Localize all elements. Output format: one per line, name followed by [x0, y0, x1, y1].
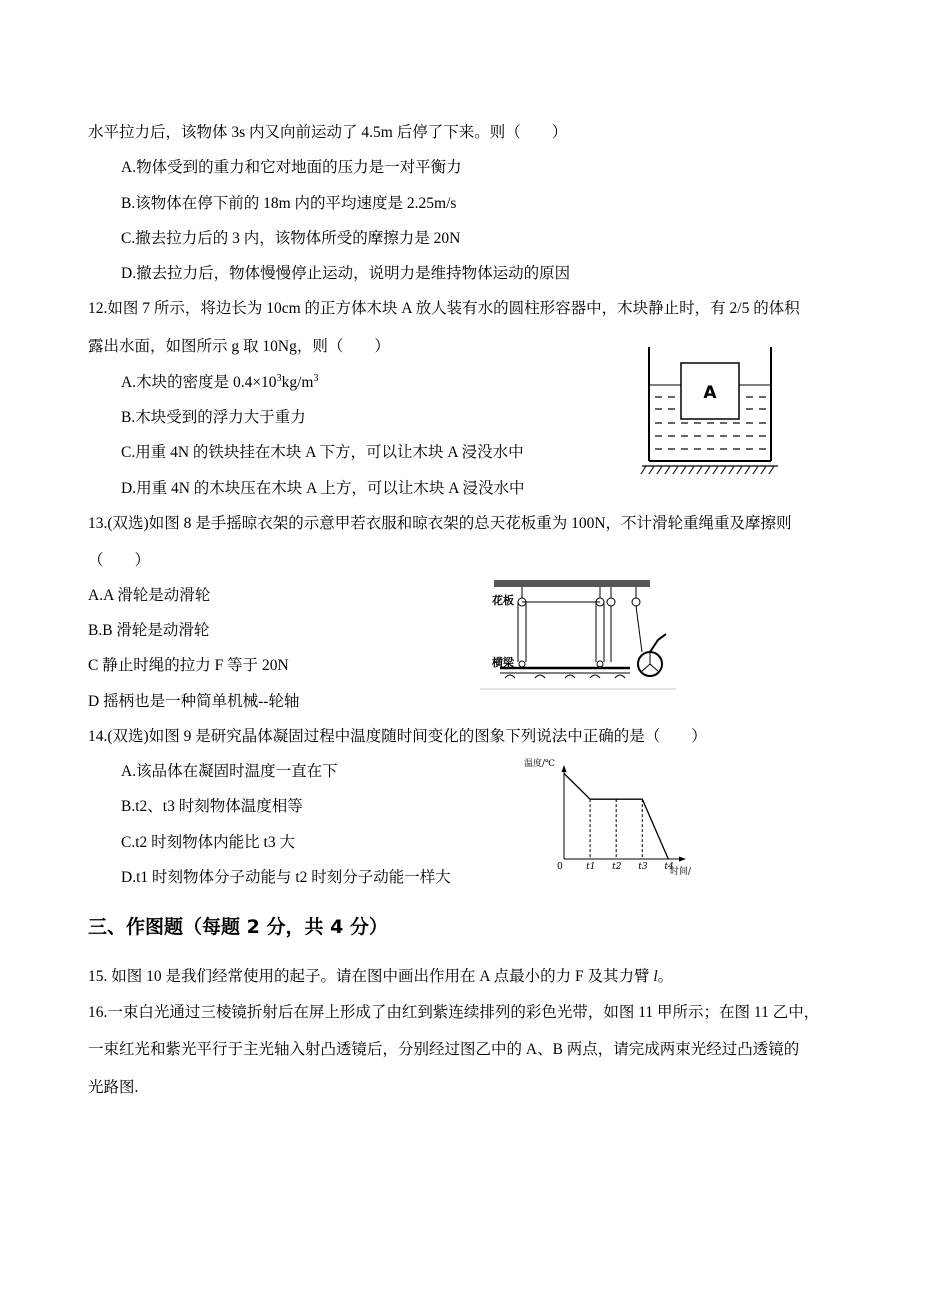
q12-option-a-exp1: 3	[276, 372, 282, 384]
q12-stem-line2: 露出水面，如图所示 g 取 10Ng，则（ ）	[88, 338, 390, 355]
q13-option-c: C 静止时绳的拉力 F 等于 20N	[88, 657, 289, 674]
q13-stem-line2: （ ）	[88, 552, 151, 569]
q13-option-a: A.A 滑轮是动滑轮	[88, 587, 211, 604]
q15-text-end: 。	[657, 968, 674, 985]
q13-option-b: B.B 滑轮是动滑轮	[88, 622, 210, 639]
q12-option-a-unit: kg/m	[281, 374, 314, 391]
chart-x-axis-arrow	[679, 857, 686, 862]
chart-tick-label-t3: t3	[638, 862, 648, 872]
chart-y-axis-label: 温度/℃	[524, 759, 556, 769]
q13-option-d: D 摇柄也是一种简单机械--轮轴	[88, 693, 300, 710]
q11-option-c: C.撤去拉力后的 3 内，该物体所受的摩擦力是 20N	[121, 230, 461, 247]
chart-origin-label: 0	[557, 862, 563, 872]
figure-8-clothes-rack-diagram	[480, 574, 680, 694]
figure-8-beam-label: 横梁	[492, 656, 514, 669]
q12-option-a	[121, 373, 318, 393]
q11-option-b: B.该物体在停下前的 18m 内的平均速度是 2.25m/s	[121, 195, 457, 212]
q14-option-d: D.t1 时刻物体分子动能与 t2 时刻分子动能一样大	[121, 869, 451, 886]
q14-stem: 14.(双选)如图 9 是研究晶体凝固过程中温度随时间变化的图象下列说法中正确的是（ ）	[88, 728, 707, 745]
q11-option-a: A.物体受到的重力和它对地面的压力是一对平衡力	[121, 159, 462, 176]
q12-stem-line1: 12.如图 7 所示，将边长为 10cm 的正方体木块 A 放人装有水的圆柱形容器中，木块静止时，有 2/5 的体积	[88, 300, 800, 317]
chart-tick-label-t4: t4	[664, 862, 674, 872]
chart-x-axis-label: 时间/	[670, 867, 692, 877]
figure-9-cooling-curve-chart	[520, 755, 720, 885]
chart-tick-label-t2: t2	[612, 862, 622, 872]
q16-line3: 光路图.	[88, 1079, 139, 1096]
q14-option-a: A.该品体在凝固时温度一直在下	[121, 763, 338, 780]
chart-tick-label-t1: t1	[586, 862, 596, 872]
figure-7-container-diagram	[640, 345, 780, 477]
q14-option-b: B.t2、t3 时刻物体温度相等	[121, 798, 303, 815]
figure-7-block-label: A	[703, 383, 717, 403]
q13-stem-line1: 13.(双选)如图 8 是手摇晾衣架的示意甲若衣服和晾衣架的总天花板重为 100N，不计滑轮重绳重及摩擦则	[88, 515, 792, 532]
q15-text	[88, 967, 673, 987]
q11-stem-continuation: 水平拉力后，该物体 3s 内又向前运动了 4.5m 后停了下来。则（ ）	[88, 124, 568, 141]
section-3-heading: 三、作图题（每题 2 分，共 4 分）	[88, 916, 388, 938]
q11-option-d: D.撤去拉力后，物体慢慢停止运动，说明力是维持物体运动的原因	[121, 265, 571, 282]
q14-option-c: C.t2 时刻物体内能比 t3 大	[121, 834, 295, 851]
figure-8-ceiling-label: 花板	[492, 594, 514, 607]
q12-option-c: C.用重 4N 的铁块挂在木块 A 下方，可以让木块 A 浸没水中	[121, 444, 524, 461]
q12-option-a-exp2: 3	[313, 372, 319, 384]
q16-line1: 16.一束白光通过三棱镜折射后在屏上形成了由红到紫连续排列的彩色光带，如图 11 甲所示；在图 11 乙中，	[88, 1004, 820, 1021]
q15-text-main: 15. 如图 10 是我们经常使用的起子。请在图中画出作用在 A 点最小的力 F 及其力臂	[88, 968, 654, 985]
q12-option-b: B.木块受到的浮力大于重力	[121, 409, 306, 426]
chart-y-axis-arrow	[562, 765, 567, 772]
q15-text-l: l	[653, 968, 658, 985]
q12-option-d: D.用重 4N 的木块压在木块 A 上方，可以让木块 A 浸没水中	[121, 480, 525, 497]
q16-line2: 一束红光和紫光平行于主光轴入射凸透镜后，分别经过图乙中的 A、B 两点，请完成两束光经过凸透镜的	[88, 1041, 800, 1058]
q12-option-a-text: A.木块的密度是 0.4×10	[121, 374, 277, 391]
